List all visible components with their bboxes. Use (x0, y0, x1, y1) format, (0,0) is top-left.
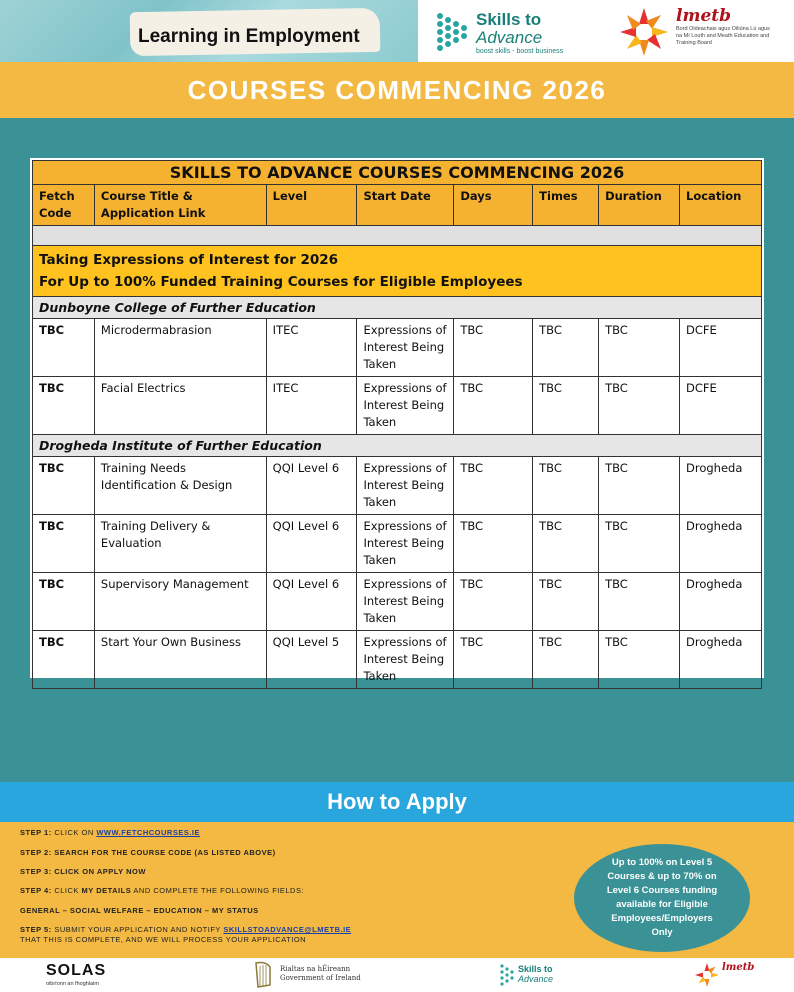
course-title-cell[interactable]: Supervisory Management (94, 573, 266, 631)
table-row (33, 457, 762, 515)
start-date-cell: Expressions of Interest Being Taken (357, 631, 454, 689)
college-name: Dunboyne College of Further Education (33, 297, 762, 319)
col-header-fetch-code: Fetch Code (33, 185, 95, 226)
step-4-label: STEP 4: (20, 886, 52, 895)
course-title-cell[interactable]: Start Your Own Business (94, 631, 266, 689)
times-cell: TBC (533, 457, 599, 515)
fetch-code-cell: TBC (33, 515, 95, 573)
fetchcourses-link[interactable]: WWW.FETCHCOURSES.IE (96, 828, 201, 837)
location-cell: Drogheda (680, 515, 762, 573)
government-of-ireland-logo (280, 965, 361, 983)
step-5-label: STEP 5: (20, 925, 52, 934)
logo-line-2: Advance (476, 28, 543, 47)
step-2: STEP 2: SEARCH FOR THE COURSE CODE (AS LISTED ABOVE) (20, 848, 276, 857)
title-banner (0, 62, 794, 118)
steps-section (0, 822, 794, 958)
course-title-cell[interactable]: Training Needs Identification & Design (94, 457, 266, 515)
step-4 (20, 886, 304, 896)
step-1-text: CLICK ON (54, 828, 94, 837)
gov-line-2: Government of Ireland (280, 974, 361, 982)
table-row (33, 573, 762, 631)
times-cell: TBC (533, 631, 599, 689)
times-cell: TBC (533, 319, 599, 377)
course-title-cell[interactable]: Microdermabrasion (94, 319, 266, 377)
table-header-row (33, 185, 762, 226)
gov-line-1: Rialtas na hÉireann (280, 965, 351, 973)
solas-logo: SOLAS (46, 962, 107, 979)
fetch-code-cell: TBC (33, 631, 95, 689)
duration-cell: TBC (599, 573, 680, 631)
col-header-duration: Duration (599, 185, 680, 226)
level-cell: QQI Level 6 (266, 515, 357, 573)
duration-cell: TBC (599, 515, 680, 573)
times-cell: TBC (533, 515, 599, 573)
page-title: COURSES COMMENCING 2026 (187, 74, 607, 105)
courses-panel (0, 118, 794, 782)
location-cell: Drogheda (680, 573, 762, 631)
col-header-times: Times (533, 185, 599, 226)
lmetb-logo (618, 4, 788, 60)
duration-cell: TBC (599, 457, 680, 515)
col-header-start-date: Start Date (357, 185, 454, 226)
step-4-my-details: MY DETAILS (81, 886, 132, 895)
skills-to-advance-mark-icon (436, 10, 472, 54)
days-cell: TBC (454, 457, 533, 515)
level-cell: QQI Level 5 (266, 631, 357, 689)
table-row (33, 319, 762, 377)
step-1-label: STEP 1: (20, 828, 52, 837)
days-cell: TBC (454, 319, 533, 377)
location-cell: DCFE (680, 377, 762, 435)
eoi-line-1: Taking Expressions of Interest for 2026 (39, 252, 339, 268)
skills-to-advance-logo (436, 8, 576, 58)
location-cell: Drogheda (680, 631, 762, 689)
course-title-cell[interactable]: Facial Electrics (94, 377, 266, 435)
col-header-days: Days (454, 185, 533, 226)
hero-title: Learning in Employment (138, 26, 360, 47)
days-cell: TBC (454, 631, 533, 689)
times-cell: TBC (533, 377, 599, 435)
level-cell: QQI Level 6 (266, 457, 357, 515)
lmetb-sunburst-icon (618, 6, 670, 58)
spacer-row (33, 226, 762, 246)
fetch-code-cell: TBC (33, 457, 95, 515)
step-5-text-2: THAT THIS IS COMPLETE, AND WE WILL PROCESS YOUR APPLICATION (20, 935, 307, 944)
footer-lmetb-wordmark: lmetb (722, 962, 755, 973)
course-title-cell[interactable]: Training Delivery & Evaluation (94, 515, 266, 573)
logo-line-1: Skills to (476, 10, 542, 29)
start-date-cell: Expressions of Interest Being Taken (357, 319, 454, 377)
step-3: STEP 3: CLICK ON APPLY NOW (20, 867, 146, 876)
hero-image (0, 0, 418, 62)
how-to-apply-bar (0, 782, 794, 822)
email-link[interactable]: SKILLSTOADVANCE@LMETB.IE (223, 925, 352, 934)
courses-table (32, 160, 762, 689)
level-cell: QQI Level 6 (266, 573, 357, 631)
courses-sheet (30, 158, 764, 683)
skills-to-advance-footer-icon (500, 962, 516, 986)
duration-cell: TBC (599, 631, 680, 689)
start-date-cell: Expressions of Interest Being Taken (357, 457, 454, 515)
step-4-text-2: AND COMPLETE THE FOLLOWING FIELDS: (133, 886, 305, 895)
start-date-cell: Expressions of Interest Being Taken (357, 377, 454, 435)
times-cell: TBC (533, 573, 599, 631)
lmetb-wordmark: lmetb (676, 6, 732, 26)
start-date-cell: Expressions of Interest Being Taken (357, 573, 454, 631)
fetch-code-cell: TBC (33, 377, 95, 435)
days-cell: TBC (454, 377, 533, 435)
level-cell: ITEC (266, 377, 357, 435)
funding-note-badge: Up to 100% on Level 5 Courses & up to 70% on Level 6 Courses funding available for Eligible Employees/Employers Only (574, 844, 750, 952)
table-row (33, 377, 762, 435)
col-header-location: Location (680, 185, 762, 226)
page-footer (0, 958, 794, 992)
footer-s2a-line-1: Skills to (518, 964, 553, 974)
step-5 (20, 925, 560, 945)
location-cell: DCFE (680, 319, 762, 377)
step-5-text: SUBMIT YOUR APPLICATION AND NOTIFY (54, 925, 221, 934)
level-cell: ITEC (266, 319, 357, 377)
table-title: SKILLS TO ADVANCE COURSES COMMENCING 2026 (33, 161, 762, 185)
lmetb-footer-sunburst-icon (694, 962, 720, 988)
table-row (33, 631, 762, 689)
duration-cell: TBC (599, 377, 680, 435)
days-cell: TBC (454, 573, 533, 631)
college-heading-row (33, 435, 762, 457)
how-to-apply-title: How to Apply (327, 789, 467, 814)
col-header-level: Level (266, 185, 357, 226)
logo-tagline: boost skills - boost business (476, 48, 564, 55)
duration-cell: TBC (599, 319, 680, 377)
table-row (33, 515, 762, 573)
fetch-code-cell: TBC (33, 319, 95, 377)
step-1 (20, 828, 200, 838)
required-fields: GENERAL – SOCIAL WELFARE – EDUCATION – MY STATUS (20, 906, 259, 915)
expressions-of-interest-row (33, 246, 762, 297)
step-4-text: CLICK (54, 886, 79, 895)
col-header-course-title: Course Title & Application Link (94, 185, 266, 226)
fetch-code-cell: TBC (33, 573, 95, 631)
college-name: Drogheda Institute of Further Education (33, 435, 762, 457)
footer-s2a-line-2: Advance (518, 974, 554, 984)
lmetb-subtitle: Bord Oideachais agus Oiliúna Lú agus na Mí Louth and Meath Education and Training Board (676, 26, 770, 46)
eoi-line-2: For Up to 100% Funded Training Courses for Eligible Employees (39, 274, 523, 290)
days-cell: TBC (454, 515, 533, 573)
harp-icon (252, 961, 274, 989)
start-date-cell: Expressions of Interest Being Taken (357, 515, 454, 573)
college-heading-row (33, 297, 762, 319)
page-header (0, 0, 794, 62)
location-cell: Drogheda (680, 457, 762, 515)
solas-tagline: oibríonn an fhoghlaim (46, 981, 99, 987)
